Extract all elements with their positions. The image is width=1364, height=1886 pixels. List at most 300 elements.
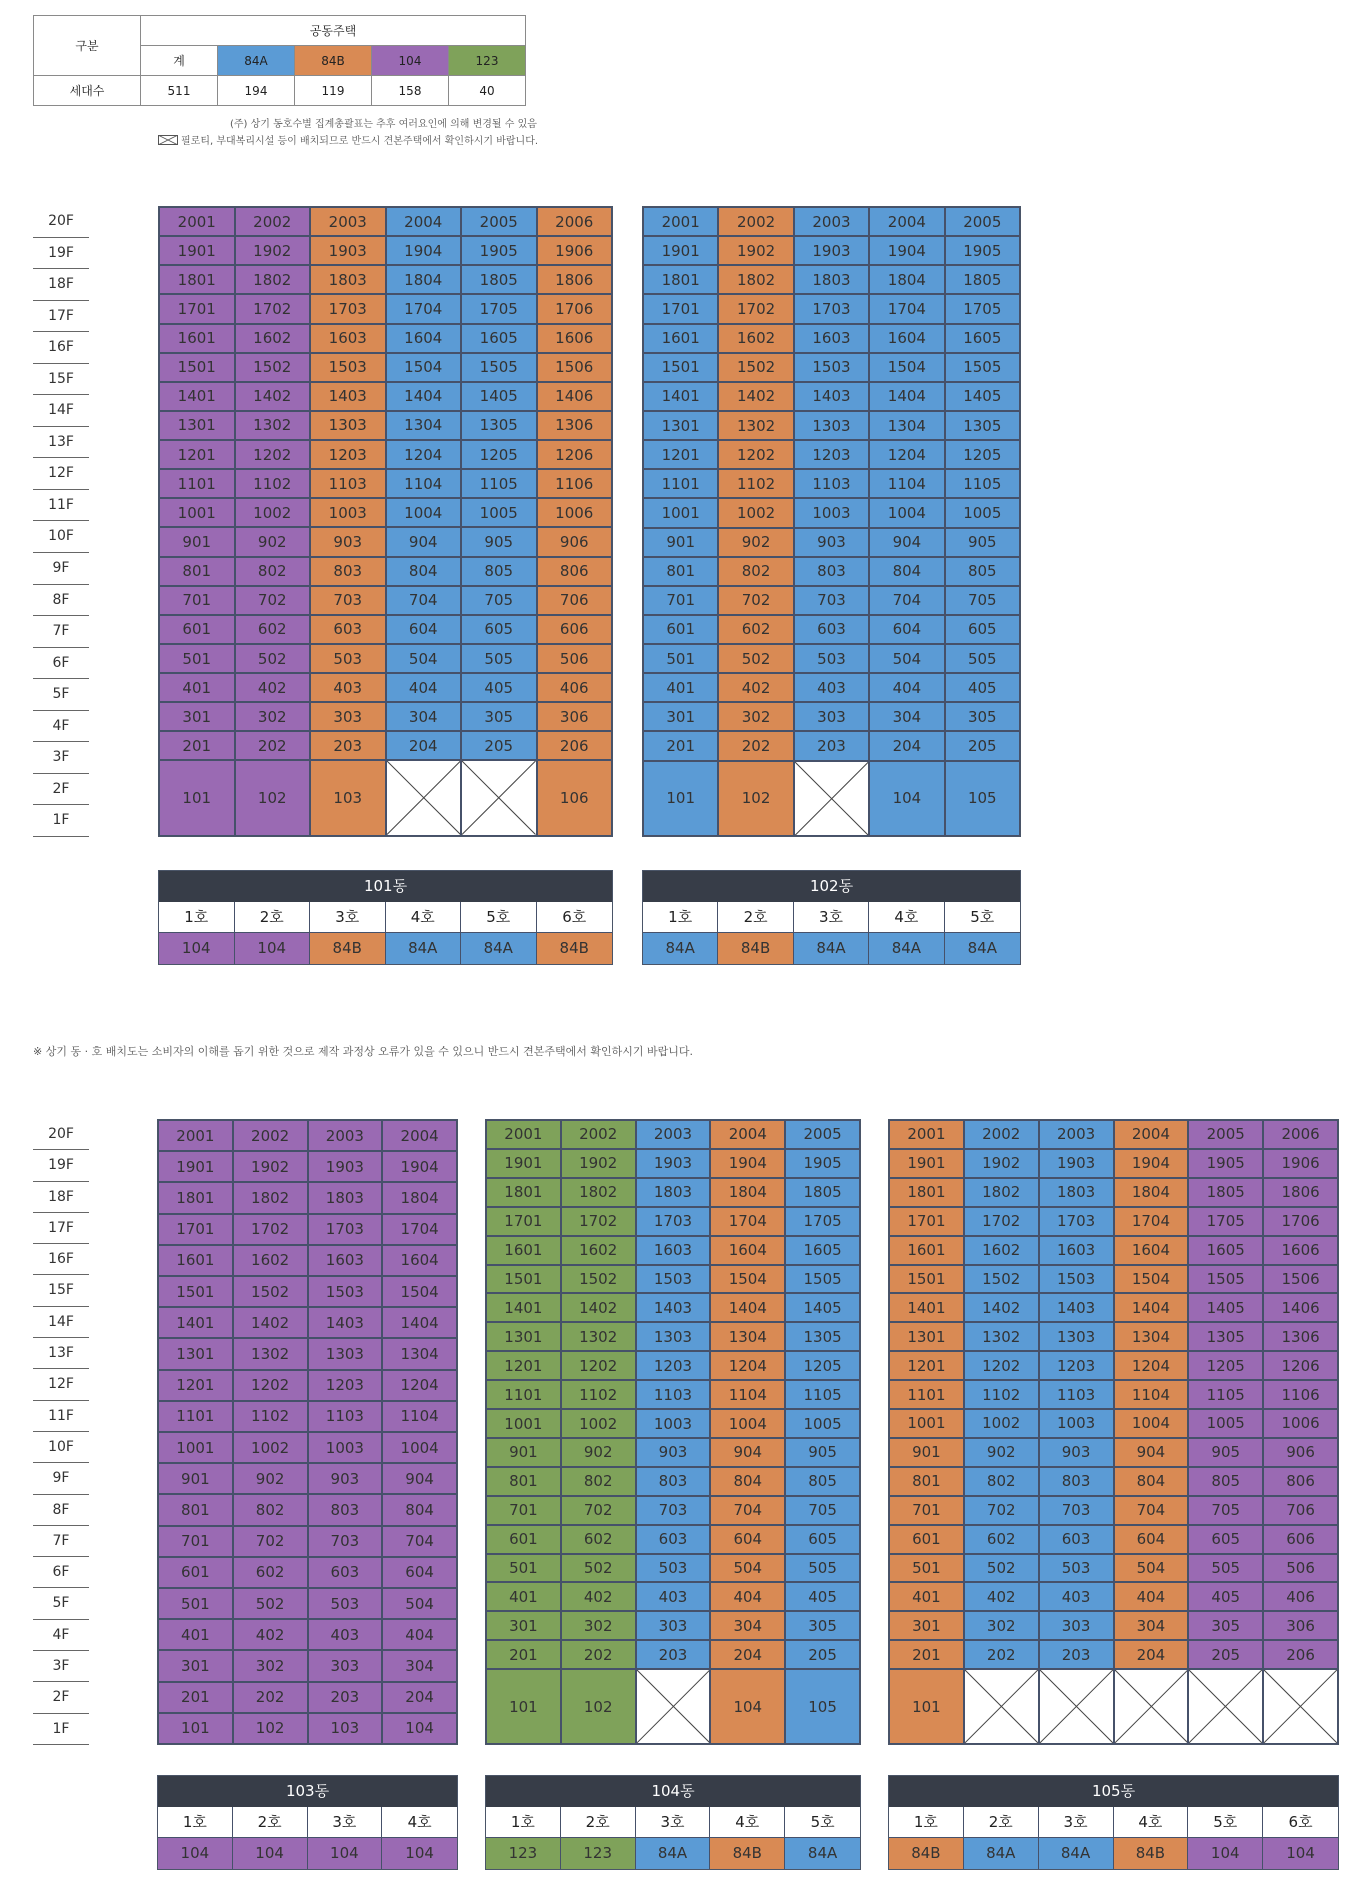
unit-cell: 1601 xyxy=(889,1236,964,1265)
unit-cell: 1503 xyxy=(310,353,386,382)
unit-cell: 1502 xyxy=(233,1276,308,1307)
unit-cell: 1005 xyxy=(1188,1409,1263,1438)
unit-cell: 302 xyxy=(233,1650,308,1681)
unit-cell: 1603 xyxy=(636,1236,711,1265)
unit-cell: 902 xyxy=(964,1438,1039,1467)
unit-cell: 1401 xyxy=(159,382,235,411)
unit-cell: 1903 xyxy=(636,1149,711,1178)
unit-cell: 205 xyxy=(461,731,537,760)
building-101-grid xyxy=(158,206,613,837)
unit-number: 2호 xyxy=(964,1807,1039,1838)
floor-label: 12F xyxy=(33,458,89,490)
unit-cell: 105 xyxy=(785,1669,860,1744)
unit-type-row xyxy=(158,1838,457,1869)
unit-cell: 404 xyxy=(869,673,944,702)
pilotis-icon xyxy=(637,1670,710,1743)
building-name: 101동 xyxy=(159,871,612,902)
unit-cell: 205 xyxy=(785,1640,860,1669)
unit-cell: 1205 xyxy=(461,440,537,469)
unit-cell: 1603 xyxy=(1039,1236,1114,1265)
unit-cell: 1803 xyxy=(1039,1178,1114,1207)
unit-cell: 1604 xyxy=(1114,1236,1189,1265)
unit-cell: 803 xyxy=(310,557,386,586)
unit-type-row xyxy=(889,1838,1338,1869)
unit-number: 4호 xyxy=(386,902,462,933)
unit-cell: 1605 xyxy=(945,324,1020,353)
unit-cell: 504 xyxy=(382,1588,457,1619)
unit-cell: 902 xyxy=(233,1463,308,1494)
unit-cell: 204 xyxy=(382,1682,457,1713)
unit-cell: 1201 xyxy=(159,440,235,469)
unit-cell: 1402 xyxy=(233,1307,308,1338)
unit-cell: 103 xyxy=(308,1713,383,1744)
floor-label: 14F xyxy=(33,1307,89,1338)
unit-cell: 1902 xyxy=(561,1149,636,1178)
floor-label: 11F xyxy=(33,490,89,522)
floor-label: 4F xyxy=(33,1620,89,1651)
floor-label: 9F xyxy=(33,553,89,585)
unit-cell: 1103 xyxy=(794,469,869,498)
unit-cell: 901 xyxy=(158,1463,233,1494)
unit-cell: 1404 xyxy=(710,1293,785,1322)
building-104-grid xyxy=(485,1119,861,1745)
unit-cell: 206 xyxy=(537,731,613,760)
unit-cell: 502 xyxy=(233,1588,308,1619)
unit-cell: 2001 xyxy=(889,1120,964,1149)
unit-cell: 1205 xyxy=(785,1351,860,1380)
unit-cell: 1305 xyxy=(785,1322,860,1351)
unit-number: 3호 xyxy=(310,902,386,933)
unit-type: 84B xyxy=(537,933,613,964)
unit-cell: 603 xyxy=(794,615,869,644)
unit-cell: 904 xyxy=(869,528,944,557)
unit-cell: 801 xyxy=(159,557,235,586)
unit-cell: 806 xyxy=(537,557,613,586)
floor-label: 18F xyxy=(33,269,89,301)
unit-cell: 803 xyxy=(636,1467,711,1496)
unit-type: 84A xyxy=(785,1838,860,1869)
unit-cell: 101 xyxy=(158,1713,233,1744)
unit-number: 2호 xyxy=(233,1807,308,1838)
unit-cell: 1301 xyxy=(158,1338,233,1369)
pilotis-cell xyxy=(1263,1669,1338,1744)
building-name: 103동 xyxy=(158,1776,457,1807)
unit-cell: 503 xyxy=(310,644,386,673)
unit-cell: 1203 xyxy=(636,1351,711,1380)
unit-cell: 206 xyxy=(1263,1640,1338,1669)
floor-label: 13F xyxy=(33,427,89,459)
unit-cell: 1201 xyxy=(158,1370,233,1401)
unit-cell: 1104 xyxy=(710,1380,785,1409)
unit-cell: 305 xyxy=(785,1611,860,1640)
pilotis-cell xyxy=(1039,1669,1114,1744)
unit-cell: 704 xyxy=(710,1496,785,1525)
unit-cell: 1902 xyxy=(235,236,311,265)
unit-cell: 504 xyxy=(1114,1554,1189,1583)
unit-cell: 1503 xyxy=(1039,1265,1114,1294)
unit-cell: 1004 xyxy=(1114,1409,1189,1438)
unit-cell: 905 xyxy=(785,1438,860,1467)
unit-number: 5호 xyxy=(1188,1807,1263,1838)
unit-type: 84A xyxy=(636,1838,711,1869)
unit-cell: 1001 xyxy=(158,1432,233,1463)
unit-cell: 2005 xyxy=(785,1120,860,1149)
unit-cell: 1502 xyxy=(964,1265,1039,1294)
unit-cell: 1304 xyxy=(1114,1322,1189,1351)
unit-type: 84B xyxy=(710,1838,785,1869)
unit-cell: 202 xyxy=(235,731,311,760)
unit-cell: 604 xyxy=(869,615,944,644)
unit-type-row xyxy=(643,933,1020,964)
unit-cell: 1003 xyxy=(636,1409,711,1438)
unit-cell: 1505 xyxy=(785,1265,860,1294)
unit-cell: 1402 xyxy=(561,1293,636,1322)
unit-cell: 304 xyxy=(386,702,462,731)
unit-cell: 402 xyxy=(964,1582,1039,1611)
unit-cell: 1601 xyxy=(486,1236,561,1265)
unit-cell: 805 xyxy=(945,557,1020,586)
unit-cell: 2003 xyxy=(794,207,869,236)
unit-cell: 1602 xyxy=(235,324,311,353)
unit-type: 104 xyxy=(233,1838,308,1869)
unit-cell: 606 xyxy=(537,615,613,644)
unit-cell: 1103 xyxy=(308,1401,383,1432)
unit-cell: 1002 xyxy=(718,498,793,527)
floor-label: 2F xyxy=(33,774,89,806)
unit-cell: 803 xyxy=(308,1494,383,1525)
unit-cell: 1401 xyxy=(158,1307,233,1338)
unit-cell: 302 xyxy=(235,702,311,731)
unit-cell: 1202 xyxy=(964,1351,1039,1380)
unit-cell: 1402 xyxy=(718,382,793,411)
floor-label: 19F xyxy=(33,1150,89,1181)
unit-cell: 304 xyxy=(382,1650,457,1681)
unit-cell: 1101 xyxy=(158,1401,233,1432)
unit-type: 84B xyxy=(310,933,386,964)
unit-cell: 1102 xyxy=(235,469,311,498)
unit-cell: 301 xyxy=(159,702,235,731)
unit-type: 104 xyxy=(382,1838,457,1869)
floor-label: 2F xyxy=(33,1682,89,1713)
unit-cell: 1304 xyxy=(386,411,462,440)
unit-cell: 1202 xyxy=(233,1370,308,1401)
unit-cell: 401 xyxy=(486,1582,561,1611)
unit-cell: 401 xyxy=(643,673,718,702)
unit-cell: 1002 xyxy=(964,1409,1039,1438)
unit-cell: 1106 xyxy=(1263,1380,1338,1409)
floor-label: 18F xyxy=(33,1182,89,1213)
unit-cell: 306 xyxy=(537,702,613,731)
unit-cell: 1604 xyxy=(869,324,944,353)
unit-cell: 1201 xyxy=(486,1351,561,1380)
unit-cell: 303 xyxy=(636,1611,711,1640)
unit-cell: 403 xyxy=(1039,1582,1114,1611)
unit-cell: 1004 xyxy=(710,1409,785,1438)
floor-label: 16F xyxy=(33,332,89,364)
unit-cell: 204 xyxy=(869,731,944,760)
unit-cell: 1905 xyxy=(1188,1149,1263,1178)
building-105-legend xyxy=(888,1775,1339,1870)
unit-cell: 1102 xyxy=(964,1380,1039,1409)
unit-number: 2호 xyxy=(718,902,793,933)
unit-cell: 1204 xyxy=(710,1351,785,1380)
unit-cell: 304 xyxy=(710,1611,785,1640)
unit-type: 123 xyxy=(486,1838,561,1869)
unit-cell: 1504 xyxy=(869,353,944,382)
pilotis-icon xyxy=(1189,1670,1262,1743)
unit-cell: 802 xyxy=(718,557,793,586)
building-103-grid xyxy=(157,1119,458,1745)
unit-cell: 1803 xyxy=(636,1178,711,1207)
unit-cell: 405 xyxy=(1188,1582,1263,1611)
unit-cell: 1906 xyxy=(1263,1149,1338,1178)
unit-type: 104 xyxy=(158,1838,233,1869)
pilotis-icon xyxy=(795,762,868,835)
unit-cell: 1105 xyxy=(1188,1380,1263,1409)
unit-cell: 1905 xyxy=(785,1149,860,1178)
pilotis-icon xyxy=(462,761,536,835)
unit-cell: 1703 xyxy=(308,1214,383,1245)
unit-cell: 1901 xyxy=(159,236,235,265)
unit-cell: 1306 xyxy=(1263,1322,1338,1351)
unit-cell: 701 xyxy=(486,1496,561,1525)
unit-cell: 1701 xyxy=(486,1207,561,1236)
unit-cell: 406 xyxy=(1263,1582,1338,1611)
unit-cell: 1702 xyxy=(235,294,311,323)
unit-cell: 703 xyxy=(308,1526,383,1557)
unit-cell: 706 xyxy=(537,586,613,615)
unit-cell: 402 xyxy=(233,1619,308,1650)
unit-cell: 903 xyxy=(1039,1438,1114,1467)
unit-number-row xyxy=(486,1807,860,1838)
unit-cell: 1105 xyxy=(461,469,537,498)
unit-cell: 602 xyxy=(718,615,793,644)
unit-number: 4호 xyxy=(1114,1807,1189,1838)
unit-cell: 1905 xyxy=(461,236,537,265)
unit-cell: 205 xyxy=(1188,1640,1263,1669)
unit-cell: 102 xyxy=(718,761,793,836)
floor-label: 16F xyxy=(33,1244,89,1275)
unit-cell: 305 xyxy=(461,702,537,731)
unit-cell: 202 xyxy=(964,1640,1039,1669)
unit-cell: 702 xyxy=(718,586,793,615)
unit-cell: 501 xyxy=(158,1588,233,1619)
unit-cell: 1101 xyxy=(486,1380,561,1409)
unit-cell: 1403 xyxy=(794,382,869,411)
unit-cell: 803 xyxy=(1039,1467,1114,1496)
unit-cell: 1804 xyxy=(710,1178,785,1207)
unit-cell: 1105 xyxy=(945,469,1020,498)
unit-cell: 903 xyxy=(794,528,869,557)
unit-cell: 1003 xyxy=(308,1432,383,1463)
unit-cell: 405 xyxy=(461,673,537,702)
unit-cell: 204 xyxy=(1114,1640,1189,1669)
unit-cell: 801 xyxy=(486,1467,561,1496)
unit-cell: 2004 xyxy=(869,207,944,236)
unit-cell: 405 xyxy=(785,1582,860,1611)
unit-cell: 604 xyxy=(1114,1525,1189,1554)
unit-cell: 1005 xyxy=(461,498,537,527)
category-header: 구분 xyxy=(34,16,141,76)
summary-col-header: 계 xyxy=(141,46,218,76)
unit-cell: 2004 xyxy=(1114,1120,1189,1149)
unit-cell: 1602 xyxy=(718,324,793,353)
unit-cell: 404 xyxy=(710,1582,785,1611)
unit-cell: 1404 xyxy=(1114,1293,1189,1322)
unit-cell: 1704 xyxy=(710,1207,785,1236)
unit-cell: 102 xyxy=(235,760,311,836)
unit-type: 84B xyxy=(889,1838,964,1869)
unit-cell: 2005 xyxy=(945,207,1020,236)
unit-cell: 1404 xyxy=(386,382,462,411)
unit-cell: 1301 xyxy=(486,1322,561,1351)
floor-labels-bottom xyxy=(33,1119,89,1745)
unit-cell: 303 xyxy=(794,702,869,731)
unit-cell: 1104 xyxy=(869,469,944,498)
building-102-legend xyxy=(642,870,1021,965)
floor-label: 3F xyxy=(33,1651,89,1682)
unit-cell: 604 xyxy=(382,1557,457,1588)
unit-cell: 1805 xyxy=(1188,1178,1263,1207)
summary-col-header: 104 xyxy=(372,46,449,76)
unit-cell: 1903 xyxy=(308,1151,383,1182)
unit-cell: 1302 xyxy=(561,1322,636,1351)
unit-cell: 1405 xyxy=(461,382,537,411)
unit-number: 5호 xyxy=(461,902,537,933)
unit-cell: 802 xyxy=(964,1467,1039,1496)
unit-cell: 1205 xyxy=(1188,1351,1263,1380)
unit-cell: 1806 xyxy=(1263,1178,1338,1207)
building-name: 104동 xyxy=(486,1776,860,1807)
unit-cell: 1305 xyxy=(945,411,1020,440)
unit-cell: 1301 xyxy=(889,1322,964,1351)
unit-cell: 1303 xyxy=(794,411,869,440)
floor-label: 10F xyxy=(33,521,89,553)
unit-cell: 202 xyxy=(233,1682,308,1713)
unit-cell: 1006 xyxy=(1263,1409,1338,1438)
unit-cell: 202 xyxy=(561,1640,636,1669)
unit-cell: 1002 xyxy=(233,1432,308,1463)
unit-type: 84B xyxy=(718,933,793,964)
unit-cell: 502 xyxy=(561,1554,636,1583)
floor-label: 15F xyxy=(33,364,89,396)
unit-cell: 1104 xyxy=(1114,1380,1189,1409)
unit-cell: 1504 xyxy=(386,353,462,382)
unit-cell: 804 xyxy=(386,557,462,586)
unit-cell: 1002 xyxy=(235,498,311,527)
unit-cell: 304 xyxy=(869,702,944,731)
unit-cell: 1405 xyxy=(1188,1293,1263,1322)
unit-cell: 203 xyxy=(1039,1640,1114,1669)
unit-cell: 1701 xyxy=(158,1214,233,1245)
unit-type: 84A xyxy=(643,933,718,964)
unit-cell: 702 xyxy=(233,1526,308,1557)
unit-cell: 603 xyxy=(308,1557,383,1588)
unit-cell: 602 xyxy=(235,615,311,644)
unit-cell: 403 xyxy=(308,1619,383,1650)
unit-cell: 1305 xyxy=(461,411,537,440)
unit-cell: 1502 xyxy=(718,353,793,382)
unit-cell: 1306 xyxy=(537,411,613,440)
unit-cell: 506 xyxy=(537,644,613,673)
building-101-legend xyxy=(158,870,613,965)
unit-cell: 1501 xyxy=(486,1265,561,1294)
unit-cell: 2002 xyxy=(718,207,793,236)
unit-cell: 203 xyxy=(310,731,386,760)
unit-cell: 406 xyxy=(537,673,613,702)
unit-number: 3호 xyxy=(794,902,869,933)
unit-cell: 1301 xyxy=(643,411,718,440)
unit-cell: 1904 xyxy=(386,236,462,265)
unit-cell: 1102 xyxy=(718,469,793,498)
summary-value: 119 xyxy=(295,76,372,106)
unit-cell: 1404 xyxy=(869,382,944,411)
unit-cell: 1003 xyxy=(1039,1409,1114,1438)
unit-cell: 1606 xyxy=(1263,1236,1338,1265)
floor-label: 6F xyxy=(33,1557,89,1588)
unit-cell: 1505 xyxy=(461,353,537,382)
floor-label: 7F xyxy=(33,616,89,648)
unit-type: 84A xyxy=(461,933,537,964)
unit-cell: 1506 xyxy=(1263,1265,1338,1294)
unit-cell: 804 xyxy=(1114,1467,1189,1496)
unit-cell: 1801 xyxy=(643,265,718,294)
unit-cell: 1805 xyxy=(785,1178,860,1207)
unit-cell: 502 xyxy=(964,1554,1039,1583)
unit-cell: 1202 xyxy=(718,440,793,469)
unit-cell: 1204 xyxy=(382,1370,457,1401)
unit-cell: 2004 xyxy=(710,1120,785,1149)
unit-type: 104 xyxy=(1188,1838,1263,1869)
unit-cell: 2003 xyxy=(1039,1120,1114,1149)
floor-label: 11F xyxy=(33,1401,89,1432)
unit-cell: 204 xyxy=(386,731,462,760)
unit-cell: 1203 xyxy=(1039,1351,1114,1380)
unit-cell: 1903 xyxy=(310,236,386,265)
floor-label: 20F xyxy=(33,206,89,238)
unit-cell: 806 xyxy=(1263,1467,1338,1496)
unit-cell: 1302 xyxy=(235,411,311,440)
unit-cell: 1901 xyxy=(486,1149,561,1178)
unit-cell: 904 xyxy=(386,527,462,556)
unit-cell: 1403 xyxy=(310,382,386,411)
unit-cell: 2006 xyxy=(537,207,613,236)
unit-cell: 901 xyxy=(159,527,235,556)
unit-cell: 1805 xyxy=(461,265,537,294)
pilotis-cell xyxy=(461,760,537,836)
unit-cell: 1401 xyxy=(643,382,718,411)
unit-cell: 1401 xyxy=(486,1293,561,1322)
summary-col-header: 123 xyxy=(449,46,526,76)
unit-cell: 602 xyxy=(233,1557,308,1588)
unit-cell: 404 xyxy=(382,1619,457,1650)
unit-cell: 301 xyxy=(158,1650,233,1681)
unit-cell: 1705 xyxy=(461,294,537,323)
unit-cell: 902 xyxy=(561,1438,636,1467)
unit-number: 4호 xyxy=(869,902,944,933)
unit-cell: 1001 xyxy=(889,1409,964,1438)
building-102-grid xyxy=(642,206,1021,837)
unit-cell: 1201 xyxy=(643,440,718,469)
building-105-grid xyxy=(888,1119,1339,1745)
unit-cell: 505 xyxy=(461,644,537,673)
unit-cell: 804 xyxy=(869,557,944,586)
unit-cell: 805 xyxy=(1188,1467,1263,1496)
unit-cell: 701 xyxy=(889,1496,964,1525)
pilotis-cell xyxy=(794,761,869,836)
unit-type-row xyxy=(159,933,612,964)
unit-cell: 1404 xyxy=(382,1307,457,1338)
